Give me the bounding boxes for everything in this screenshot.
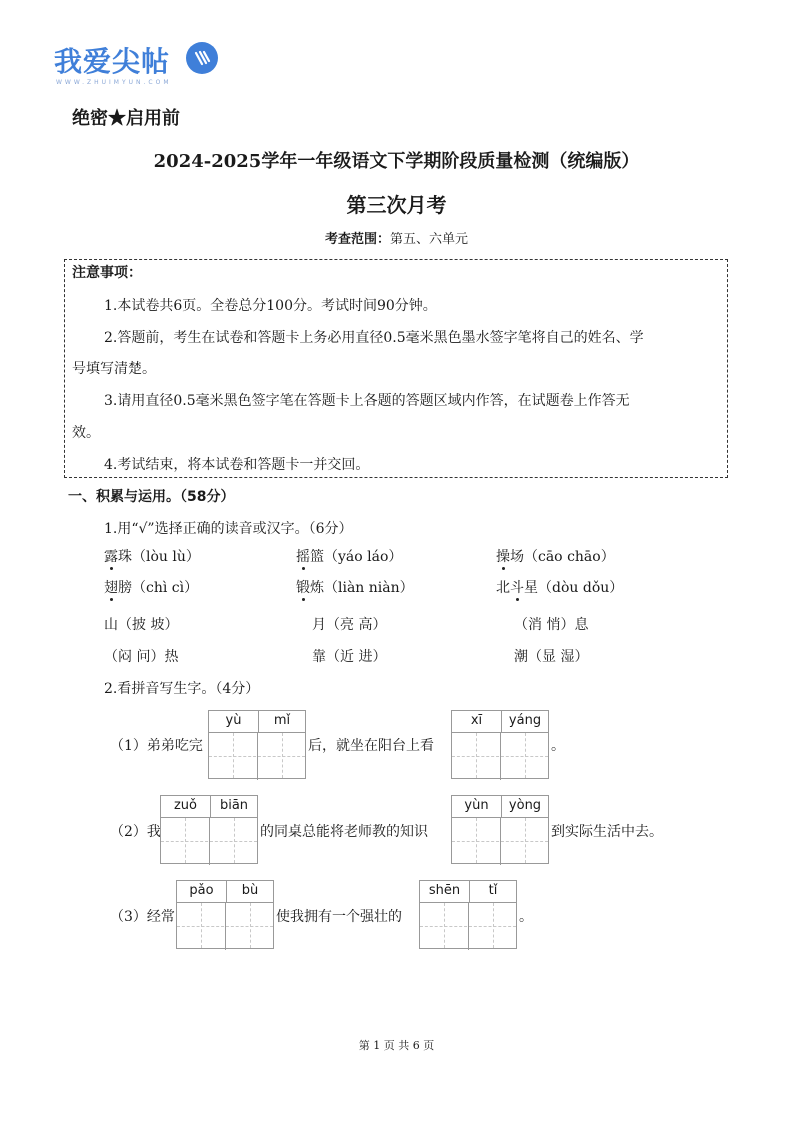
sentence-text: （1）弟弟吃完 xyxy=(110,738,203,754)
notice-line: 3.请用直径0.5毫米黑色签字笔在答题卡上各题的答题区域内作答，在试题卷上作答无 xyxy=(104,393,630,409)
notice-box xyxy=(64,259,728,478)
pinyin-label: yù xyxy=(209,711,258,733)
pinyin-label: pǎo xyxy=(177,881,226,903)
pinyin-label: tǐ xyxy=(469,881,516,903)
sentence-text: 使我拥有一个强壮的 xyxy=(276,909,402,925)
page-footer: 第 1 页 共 6 页 xyxy=(358,1039,435,1052)
pinyin-label: yáng xyxy=(501,711,548,733)
section-heading: 一、积累与运用。（58分） xyxy=(68,489,235,505)
pinyin-choice: 翅膀（chì cì） xyxy=(104,577,198,597)
sentence-text: 。 xyxy=(519,909,533,925)
pinyin-label: yòng xyxy=(501,796,548,818)
notice-line: 1.本试卷共6页。全卷总分100分。考试时间90分钟。 xyxy=(104,298,437,314)
notice-line: 号填写清楚。 xyxy=(72,361,156,377)
pinyin-grid[interactable] xyxy=(160,795,258,864)
sentence-text: 的同桌总能将老师教的知识 xyxy=(260,824,428,840)
pinyin-grid[interactable] xyxy=(208,710,306,779)
pinyin-grid[interactable] xyxy=(419,880,517,949)
pinyin-label: zuǒ xyxy=(161,796,210,818)
sentence-text: 。 xyxy=(551,738,565,754)
range-label: 考查范围： xyxy=(324,232,390,247)
pinyin-choice: 操场（cāo chāo） xyxy=(496,546,615,566)
logo-chat-icon xyxy=(186,42,218,74)
pinyin-label: mǐ xyxy=(258,711,305,733)
pinyin-grid[interactable] xyxy=(451,795,549,864)
char-choice: 靠（近 进） xyxy=(312,649,387,665)
sentence-text: 到实际生活中去。 xyxy=(551,824,663,840)
logo-url: WWW.ZHUIMYUN.COM xyxy=(56,79,172,86)
notice-line: 效。 xyxy=(72,425,100,441)
pinyin-label: biān xyxy=(210,796,257,818)
pinyin-choice: 北斗星（dòu dǒu） xyxy=(496,577,623,597)
pinyin-label: xī xyxy=(452,711,501,733)
pinyin-label: yùn xyxy=(452,796,501,818)
pinyin-choice: 摇篮（yáo láo） xyxy=(296,546,402,566)
exam-subtitle: 第三次月考 xyxy=(346,193,447,217)
sentence-text: （2）我 xyxy=(110,824,161,840)
pinyin-grid[interactable] xyxy=(451,710,549,779)
pinyin-label: bù xyxy=(226,881,273,903)
logo-text: 我爱尖帖 xyxy=(54,45,171,78)
char-choice: 月（亮 高） xyxy=(312,617,387,633)
notice-heading: 注意事项： xyxy=(72,265,142,281)
question-prompt: 1.用“√”选择正确的读音或汉字。（6分） xyxy=(104,521,353,537)
char-choice: 山（披 坡） xyxy=(104,617,179,633)
exam-range xyxy=(0,228,793,247)
char-choice: 潮（显 湿） xyxy=(514,649,589,665)
pinyin-choice: 露珠（lòu lù） xyxy=(104,546,200,566)
notice-line: 2.答题前，考生在试卷和答题卡上务必用直径0.5毫米黑色墨水签字笔将自己的姓名、学 xyxy=(104,330,644,346)
pinyin-grid[interactable] xyxy=(176,880,274,949)
secret-label: 绝密★启用前 xyxy=(72,108,180,129)
range-value: 第五、六单元 xyxy=(390,232,469,247)
notice-line: 4.考试结束，将本试卷和答题卡一并交回。 xyxy=(104,457,370,473)
char-choice: （闷 问）热 xyxy=(104,649,179,665)
sentence-text: （3）经常 xyxy=(110,909,175,925)
question-prompt: 2.看拼音写生字。（4分） xyxy=(104,681,260,697)
exam-title: 2024-2025学年一年级语文下学期阶段质量检测（统编版） xyxy=(153,151,640,172)
sentence-text: 后，就坐在阳台上看 xyxy=(308,738,434,754)
pinyin-choice: 锻炼（liàn niàn） xyxy=(296,577,414,597)
pinyin-label: shēn xyxy=(420,881,469,903)
char-choice: （消 悄）息 xyxy=(514,617,589,633)
